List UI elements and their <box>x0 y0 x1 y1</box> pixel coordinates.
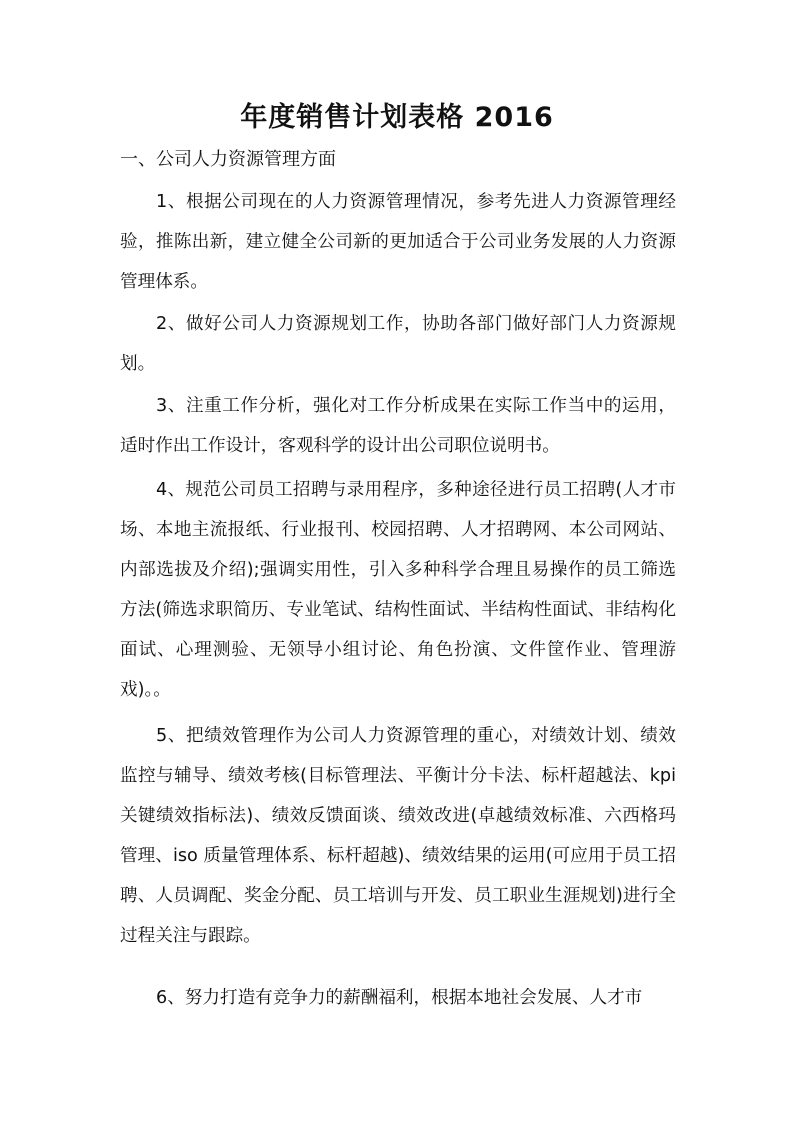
paragraph-1: 1、根据公司现在的人力资源管理情况，参考先进人力资源管理经验，推陈出新，建立健全公司新的更加适合于公司业务发展的人力资源管理体系。 <box>120 192 676 292</box>
paragraph-3: 3、注重工作分析，强化对工作分析成果在实际工作当中的运用，适时作出工作设计，客观科学的设计出公司职位说明书。 <box>120 396 676 456</box>
section-heading: 一、公司人力资源管理方面 <box>120 149 336 170</box>
paragraph-5: 5、把绩效管理作为公司人力资源管理的重心，对绩效计划、绩效监控与辅导、绩效考核(目标管理法、平衡计分卡法、标杆超越法、kpi 关键绩效指标法)、绩效反馈面谈、绩效改进(卓越绩效标准、六西格玛管理、iso 质量管理体系、标杆超越)、绩效结果的运用(可应用于员工招聘、人员调配、奖金分配、员工培训与开发、员工职业生涯规划)进行全过程关注与跟踪。 <box>120 726 676 946</box>
document-title: 年度销售计划表格 2016 <box>240 102 554 133</box>
paragraph-4: 4、规范公司员工招聘与录用程序，多种途径进行员工招聘(人才市场、本地主流报纸、行业报刊、校园招聘、人才招聘网、本公司网站、内部选拔及介绍);强调实用性，引入多种科学合理且易操作的员工筛选方法(筛选求职简历、专业笔试、结构性面试、半结构性面试、非结构化面试、心理测验、无领导小组讨论、角色扮演、文件筐作业、管理游戏)。。 <box>120 480 676 700</box>
paragraph-6: 6、努力打造有竞争力的薪酬福利，根据本地社会发展、人才市 <box>156 988 643 1008</box>
paragraph-2: 2、做好公司人力资源规划工作，协助各部门做好部门人力资源规划。 <box>120 314 676 374</box>
